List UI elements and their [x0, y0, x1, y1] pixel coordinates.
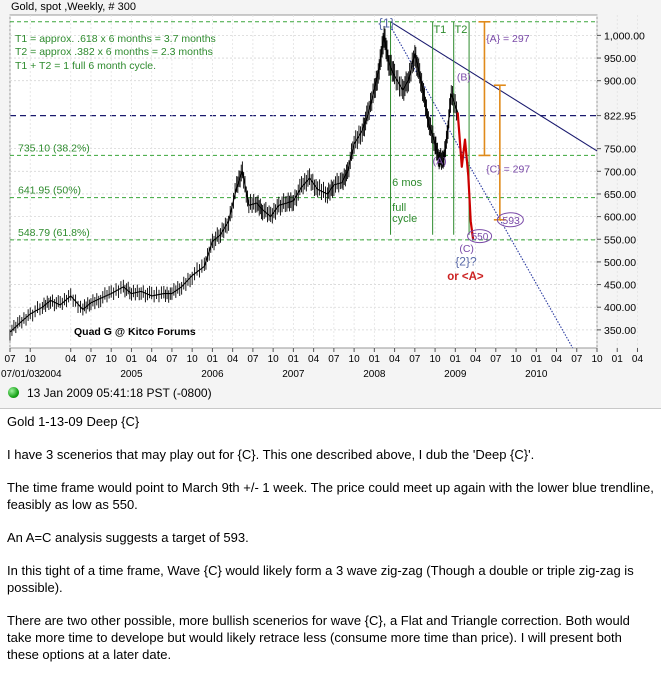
- or-a-label: or <A>: [447, 271, 484, 284]
- x-year-label: 2004: [39, 369, 62, 380]
- x-tick-label: 10: [186, 354, 198, 365]
- target-593-label: 593: [502, 214, 520, 227]
- brace-c-label: {C} = 297: [486, 163, 531, 176]
- y-tick-label: 500.00: [604, 256, 637, 269]
- x-tick-label: 01: [449, 354, 461, 365]
- price-chart: [1, 15, 650, 380]
- y-tick-label: 550.00: [604, 234, 637, 247]
- y-tick-label: 600.00: [604, 211, 637, 224]
- x-year-label: 2009: [444, 369, 467, 380]
- six-months-label: 6 mos: [392, 176, 423, 189]
- y-tick-label: 950.00: [604, 53, 637, 66]
- article: [7, 413, 655, 679]
- x-tick-label: 10: [267, 354, 279, 365]
- x-tick-label: 01: [125, 354, 138, 365]
- wave-a-label: (A): [432, 155, 447, 168]
- note-line-3: T1 + T2 = 1 full 6 month cycle.: [15, 60, 157, 72]
- y-tick-label: 450.00: [604, 279, 637, 292]
- watermark: Quad G @ Kitco Forums: [74, 326, 196, 338]
- y-tick-label: 350.00: [604, 324, 637, 337]
- x-tick-label: 10: [348, 354, 360, 365]
- x-tick-label: 10: [24, 354, 36, 365]
- y-tick-label: 900.00: [604, 75, 637, 88]
- x-tick-label: 04: [308, 354, 320, 365]
- y-tick-label: 822.95: [604, 110, 637, 123]
- y-tick-label: 750.00: [604, 143, 637, 156]
- x-tick-label: 07: [4, 354, 16, 365]
- note-line-1: T1 = approx. .618 x 6 months = 3.7 months: [15, 33, 216, 45]
- wave-2-label: {2}?: [455, 254, 477, 269]
- x-tick-label: 10: [429, 354, 441, 365]
- fib-level-label: 548.79 (61.8%): [18, 226, 90, 239]
- full-cycle-label: full: [392, 202, 407, 215]
- x-year-label: 2005: [120, 369, 143, 380]
- y-tick-label: 400.00: [604, 302, 637, 315]
- x-tick-label: 10: [510, 354, 522, 365]
- x-year-label: 2008: [363, 369, 386, 380]
- article-paragraph: The time frame would point to March 9th +/- 1 week. The price could meet up again with the lower blue trendline, feasibly as low as 550.: [7, 480, 654, 512]
- x-tick-label: 04: [65, 354, 77, 365]
- x-tick-label: 07: [490, 354, 502, 365]
- x-tick-label: 01: [530, 354, 542, 365]
- status-datetime: 13 Jan 2009 05:41:18 PST (-0800): [27, 386, 212, 400]
- x-tick-label: 07: [328, 354, 340, 365]
- x-tick-label: 04: [469, 354, 482, 365]
- t1-label: T1: [433, 24, 447, 37]
- article-paragraph: An A=C analysis suggests a target of 593.: [7, 530, 249, 545]
- x-year-label: 2006: [201, 369, 224, 380]
- x-tick-label: 07: [247, 354, 259, 365]
- x-tick-label: 04: [389, 354, 401, 365]
- fib-level-label: 641.95 (50%): [18, 184, 82, 197]
- x-year-label: 2010: [525, 369, 548, 380]
- x-tick-label: 07: [85, 354, 97, 365]
- x-year-label: 2007: [282, 369, 305, 380]
- status-indicator-icon: [8, 387, 19, 398]
- t2-label: T2: [454, 24, 468, 37]
- x-tick-label: 10: [105, 354, 117, 365]
- y-tick-label: 1,000.00: [604, 30, 645, 43]
- article-paragraph: In this tight of a time frame, Wave {C} would likely form a 3 wave zig-zag (Though a double or triple zig-zag is possible).: [7, 563, 634, 595]
- x-tick-label: 01: [611, 354, 623, 365]
- y-tick-label: 650.00: [604, 188, 637, 201]
- x-tick-label: 04: [550, 354, 563, 365]
- status-bar: [8, 383, 653, 405]
- full-cycle-label: cycle: [392, 213, 418, 226]
- chart-title: Gold, spot ,Weekly, # 300: [11, 1, 136, 13]
- wave-b-label: (B): [456, 71, 471, 84]
- x-tick-label: 04: [146, 354, 158, 365]
- x-tick-label: 07: [166, 354, 178, 365]
- y-tick-label: 700.00: [604, 166, 637, 179]
- x-tick-label: 01: [206, 354, 218, 365]
- wave-c-label: (C): [459, 242, 474, 255]
- brace-a-label: {A} = 297: [486, 33, 530, 46]
- fib-level-label: 735.10 (38.2%): [18, 142, 90, 155]
- target-550-label: 550: [471, 232, 489, 244]
- wave-1-label: {1}: [378, 15, 395, 31]
- x-tick-label: 07: [571, 354, 583, 365]
- x-tick-label: 01: [287, 354, 299, 365]
- article-paragraph: There are two other possible, more bullish scenerios for wave {C}, a Flat and Triangle correction. Both would take more time to develope but would likely retrace less (consume more time than price). I will present both these options at a later date.: [7, 613, 630, 662]
- x-tick-label: 07: [409, 354, 421, 365]
- x-tick-label: 04: [631, 354, 644, 365]
- note-line-2: T2 = approx .382 x 6 months = 2.3 months: [15, 46, 213, 58]
- x-tick-label: 01: [368, 354, 380, 365]
- x-tick-label: 10: [591, 354, 603, 365]
- x-tick-label: 04: [227, 354, 239, 365]
- x-axis: [1, 348, 643, 380]
- article-paragraph: I have 3 scenerios that may play out for {C}. This one described above, I dub the 'Deep {C}'.: [7, 447, 535, 462]
- x-year-label: 07/01/03: [1, 369, 40, 380]
- article-heading: Gold 1-13-09 Deep {C}: [7, 414, 140, 429]
